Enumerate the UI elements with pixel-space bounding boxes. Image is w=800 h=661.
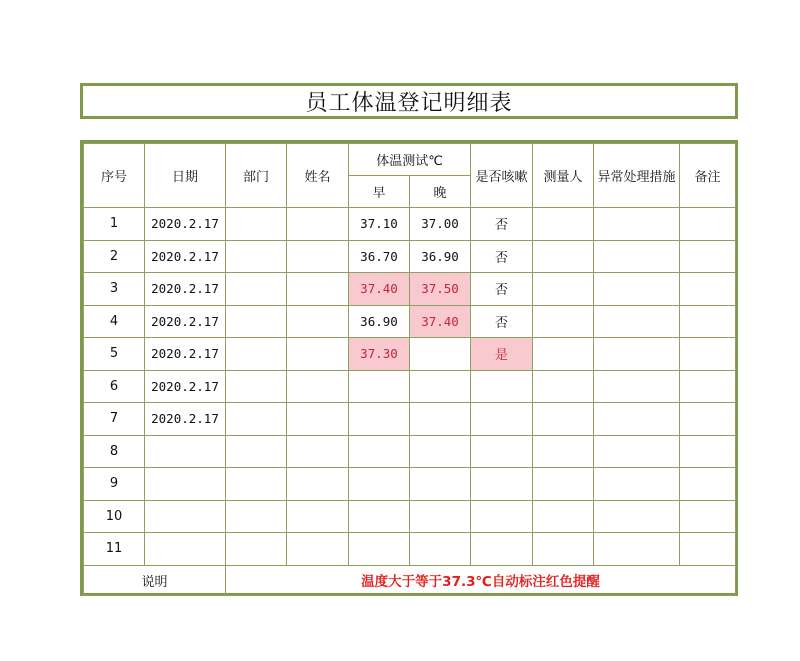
table-row [84,240,736,273]
cell-dept[interactable] [226,533,287,566]
cell-date[interactable]: 2020.2.17 [145,338,226,371]
cell-remark[interactable] [680,273,736,306]
cell-cough[interactable]: 否 [471,208,533,241]
header-dept: 部门 [226,144,287,208]
cell-temp-morning[interactable]: 36.70 [349,240,410,273]
cell-measurer[interactable] [533,403,594,436]
cell-date[interactable]: 2020.2.17 [145,403,226,436]
cell-temp-evening[interactable] [410,370,471,403]
cell-temp-morning[interactable] [349,500,410,533]
cell-cough[interactable] [471,468,533,501]
cell-abnormal-measures[interactable] [594,468,680,501]
cell-cough[interactable] [471,500,533,533]
cell-seq[interactable]: 11 [84,533,145,566]
cell-measurer[interactable] [533,208,594,241]
cell-measurer[interactable] [533,533,594,566]
cell-date[interactable] [145,435,226,468]
sheet-title: 员工体温登记明细表 [80,83,738,119]
cell-remark[interactable] [680,338,736,371]
cell-dept[interactable] [226,240,287,273]
cell-abnormal-measures[interactable] [594,338,680,371]
cell-seq[interactable]: 3 [84,273,145,306]
cell-name[interactable] [287,240,349,273]
cell-abnormal-measures[interactable] [594,208,680,241]
cell-name[interactable] [287,305,349,338]
header-measurer: 测量人 [533,144,594,208]
table-row [84,533,736,566]
cell-temp-evening[interactable] [410,338,471,371]
cell-name[interactable] [287,370,349,403]
table-row [84,305,736,338]
table-body [84,208,736,566]
cell-seq[interactable]: 7 [84,403,145,436]
table-row [84,338,736,371]
cell-temp-morning[interactable] [349,468,410,501]
cell-seq[interactable]: 6 [84,370,145,403]
cell-seq[interactable]: 2 [84,240,145,273]
cell-name[interactable] [287,208,349,241]
cell-date[interactable] [145,533,226,566]
cell-measurer[interactable] [533,370,594,403]
temperature-table-frame [80,140,738,596]
cell-dept[interactable] [226,208,287,241]
cell-name[interactable] [287,500,349,533]
cell-date[interactable]: 2020.2.17 [145,273,226,306]
cell-cough[interactable]: 是 [471,338,533,371]
header-name: 姓名 [287,144,349,208]
cell-name[interactable] [287,435,349,468]
cell-measurer[interactable] [533,240,594,273]
cell-measurer[interactable] [533,305,594,338]
cell-temp-morning[interactable] [349,435,410,468]
cell-date[interactable]: 2020.2.17 [145,370,226,403]
cell-abnormal-measures[interactable] [594,273,680,306]
cell-dept[interactable] [226,500,287,533]
cell-measurer[interactable] [533,273,594,306]
cell-remark[interactable] [680,240,736,273]
cell-name[interactable] [287,533,349,566]
cell-dept[interactable] [226,468,287,501]
cell-temp-evening[interactable] [410,435,471,468]
cell-temp-evening[interactable] [410,533,471,566]
note-text: 温度大于等于37.3℃自动标注红色提醒 [226,565,736,595]
table-row [84,403,736,436]
header-row-main [84,144,736,176]
cell-temp-morning[interactable]: 37.30 [349,338,410,371]
cell-temp-evening[interactable] [410,468,471,501]
cell-abnormal-measures[interactable] [594,435,680,468]
table-row [84,435,736,468]
cell-cough[interactable] [471,403,533,436]
cell-temp-morning[interactable]: 37.40 [349,273,410,306]
table-row [84,500,736,533]
cell-dept[interactable] [226,435,287,468]
table-row [84,273,736,306]
cell-dept[interactable] [226,403,287,436]
cell-temp-morning[interactable] [349,403,410,436]
temperature-table [83,143,736,596]
header-seq: 序号 [84,144,145,208]
cell-remark[interactable] [680,403,736,436]
cell-name[interactable] [287,468,349,501]
note-row [84,565,736,595]
table-row [84,468,736,501]
table-row [84,208,736,241]
table-row [84,370,736,403]
cell-temp-morning[interactable]: 36.90 [349,305,410,338]
cell-abnormal-measures[interactable] [594,500,680,533]
cell-name[interactable] [287,338,349,371]
cell-name[interactable] [287,273,349,306]
cell-cough[interactable]: 否 [471,273,533,306]
cell-temp-evening[interactable]: 37.40 [410,305,471,338]
cell-cough[interactable]: 否 [471,305,533,338]
header-remark: 备注 [680,144,736,208]
cell-cough[interactable] [471,370,533,403]
cell-dept[interactable] [226,273,287,306]
cell-temp-evening[interactable] [410,403,471,436]
cell-seq[interactable]: 5 [84,338,145,371]
cell-date[interactable] [145,500,226,533]
cell-remark[interactable] [680,468,736,501]
cell-seq[interactable]: 9 [84,468,145,501]
cell-seq[interactable]: 1 [84,208,145,241]
cell-remark[interactable] [680,370,736,403]
cell-abnormal-measures[interactable] [594,240,680,273]
header-abnormal-measures: 异常处理措施 [594,144,680,208]
cell-remark[interactable] [680,305,736,338]
cell-temp-evening[interactable]: 37.00 [410,208,471,241]
header-cough: 是否咳嗽 [471,144,533,208]
cell-seq[interactable]: 10 [84,500,145,533]
cell-remark[interactable] [680,533,736,566]
cell-dept[interactable] [226,370,287,403]
cell-measurer[interactable] [533,435,594,468]
cell-date[interactable] [145,468,226,501]
note-label: 说明 [84,565,226,595]
cell-abnormal-measures[interactable] [594,370,680,403]
cell-temp-morning[interactable]: 37.10 [349,208,410,241]
cell-seq[interactable]: 8 [84,435,145,468]
cell-cough[interactable]: 否 [471,240,533,273]
cell-date[interactable]: 2020.2.17 [145,208,226,241]
cell-temp-evening[interactable]: 37.50 [410,273,471,306]
cell-temp-morning[interactable] [349,370,410,403]
cell-abnormal-measures[interactable] [594,305,680,338]
cell-remark[interactable] [680,208,736,241]
cell-name[interactable] [287,403,349,436]
header-evening: 晚 [410,176,471,208]
header-morning: 早 [349,176,410,208]
cell-date[interactable]: 2020.2.17 [145,305,226,338]
cell-dept[interactable] [226,305,287,338]
cell-dept[interactable] [226,338,287,371]
cell-remark[interactable] [680,435,736,468]
cell-seq[interactable]: 4 [84,305,145,338]
cell-temp-evening[interactable]: 36.90 [410,240,471,273]
cell-remark[interactable] [680,500,736,533]
cell-abnormal-measures[interactable] [594,403,680,436]
cell-temp-evening[interactable] [410,500,471,533]
cell-temp-morning[interactable] [349,533,410,566]
cell-measurer[interactable] [533,468,594,501]
cell-cough[interactable] [471,533,533,566]
cell-measurer[interactable] [533,500,594,533]
cell-measurer[interactable] [533,338,594,371]
cell-date[interactable]: 2020.2.17 [145,240,226,273]
header-date: 日期 [145,144,226,208]
header-temperature-group: 体温测试℃ [349,144,471,176]
cell-abnormal-measures[interactable] [594,533,680,566]
cell-cough[interactable] [471,435,533,468]
